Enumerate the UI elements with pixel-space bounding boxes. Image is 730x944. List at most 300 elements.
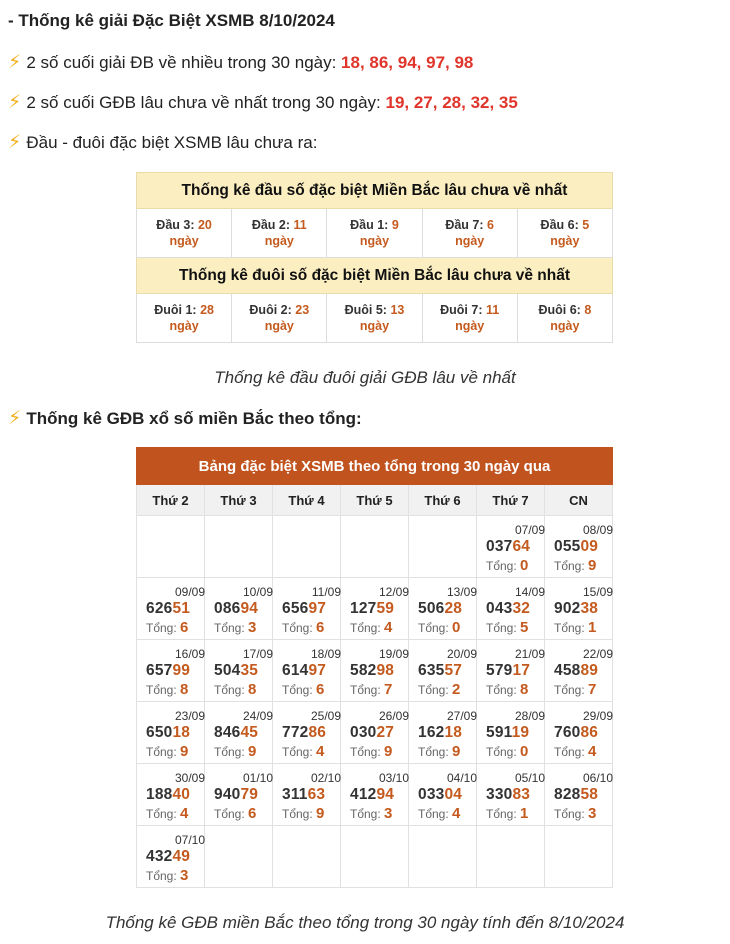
result-number-tail: 04 (444, 786, 463, 803)
result-cell (273, 640, 341, 702)
result-date: 08/09 (582, 523, 613, 537)
stat-cell-label: Đuôi 2: (249, 303, 292, 317)
result-sum-label: Tổng: (418, 745, 449, 759)
result-cell-content (341, 578, 408, 640)
result-sum-value: 9 (452, 743, 461, 760)
result-number (554, 662, 598, 680)
result-sum-value: 8 (520, 681, 529, 698)
result-cell-content (273, 764, 340, 826)
result-number (282, 662, 326, 680)
sum-table-body (137, 516, 613, 888)
result-number-tail: 35 (240, 662, 259, 679)
result-sum-label: Tổng: (146, 621, 177, 635)
stat-label: 2 số cuối giải ĐB về nhiều trong 30 ngày: (26, 53, 342, 72)
result-number (214, 786, 258, 804)
result-sum-value: 4 (180, 805, 189, 822)
result-sum (214, 743, 256, 760)
result-sum-label: Tổng: (146, 869, 177, 883)
stat-cell-label: Đầu 6: (540, 218, 579, 232)
result-number-tail: 28 (444, 600, 463, 617)
result-cell-content (205, 764, 272, 826)
result-sum (282, 743, 324, 760)
stat-cell-label: Đầu 3: (156, 218, 195, 232)
result-cell (545, 516, 613, 578)
result-sum-value: 4 (452, 805, 461, 822)
stat-cell-days: 28 (200, 303, 214, 317)
result-sum-value: 6 (248, 805, 257, 822)
result-number (486, 786, 530, 804)
result-number (214, 600, 258, 618)
result-sum-label: Tổng: (146, 745, 177, 759)
result-number (214, 724, 258, 742)
result-cell-content (205, 702, 272, 764)
result-number-tail: 86 (580, 724, 599, 741)
result-sum (486, 681, 528, 698)
result-sum (554, 681, 596, 698)
result-number-tail: 51 (172, 600, 191, 617)
stat-cell-unit: ngày (359, 234, 390, 248)
result-date: 20/09 (446, 647, 477, 661)
result-cell (205, 578, 273, 640)
weekday-header: Thứ 2 (137, 485, 205, 516)
result-sum-label: Tổng: (418, 683, 449, 697)
result-number (554, 600, 598, 618)
empty-cell (341, 516, 409, 578)
result-sum-value: 9 (588, 557, 597, 574)
result-sum-label: Tổng: (418, 807, 449, 821)
result-sum-label: Tổng: (282, 807, 313, 821)
result-date: 03/10 (378, 771, 409, 785)
result-date: 22/09 (582, 647, 613, 661)
result-sum-label: Tổng: (214, 683, 245, 697)
result-sum (282, 805, 324, 822)
result-number-head: 432 (146, 848, 173, 865)
result-cell-content (545, 516, 612, 578)
result-date: 27/09 (446, 709, 477, 723)
result-sum-value: 0 (520, 743, 529, 760)
head-table-title: Thống kê đầu số đặc biệt Miền Bắc lâu chưa về nhất (137, 173, 613, 209)
result-number (146, 786, 190, 804)
weekday-header: Thứ 5 (341, 485, 409, 516)
result-sum-label: Tổng: (554, 683, 585, 697)
result-number-head: 626 (146, 600, 173, 617)
result-number-head: 030 (350, 724, 377, 741)
stat-cell-label: Đầu 1: (350, 218, 389, 232)
result-cell (137, 826, 205, 888)
result-cell-content (137, 826, 204, 888)
result-cell-content (409, 578, 476, 640)
result-number-tail: 59 (376, 600, 395, 617)
sum-table-title: Bảng đặc biệt XSMB theo tổng trong 30 ngày qua (137, 448, 613, 485)
result-number-head: 635 (418, 662, 445, 679)
result-date: 05/10 (514, 771, 545, 785)
result-cell-content (477, 578, 544, 640)
result-sum-value: 4 (588, 743, 597, 760)
empty-cell (409, 516, 477, 578)
result-date: 07/10 (174, 833, 205, 847)
result-sum (350, 681, 392, 698)
result-number-tail: 64 (512, 538, 531, 555)
result-number-tail: 98 (376, 662, 395, 679)
result-sum-label: Tổng: (214, 621, 245, 635)
empty-cell (409, 826, 477, 888)
result-cell-content (409, 640, 476, 702)
result-number-tail: 97 (308, 600, 327, 617)
result-cell-content (545, 764, 612, 826)
stat-cell-unit: ngày (264, 319, 294, 333)
weekday-header: Thứ 7 (477, 485, 545, 516)
result-sum-value: 3 (248, 619, 257, 636)
result-cell (137, 640, 205, 702)
result-number-tail: 94 (240, 600, 259, 617)
result-sum (214, 805, 256, 822)
result-number (282, 724, 326, 742)
result-number-head: 579 (486, 662, 513, 679)
head-stat-cell (137, 209, 232, 258)
stat-cell-unit: ngày (264, 234, 294, 248)
result-cell (409, 764, 477, 826)
result-cell (341, 764, 409, 826)
lightning-icon: ⚡ (8, 92, 22, 113)
tail-stat-cell (327, 294, 422, 343)
result-sum (554, 619, 596, 636)
result-sum (486, 619, 528, 636)
weekday-header-row (137, 485, 613, 516)
result-date: 16/09 (174, 647, 205, 661)
result-sum-value: 2 (452, 681, 461, 698)
result-sum-label: Tổng: (350, 621, 381, 635)
result-number (486, 600, 530, 618)
result-date: 18/09 (310, 647, 341, 661)
result-date: 26/09 (378, 709, 409, 723)
result-number (418, 786, 462, 804)
result-sum (146, 805, 188, 822)
result-date: 23/09 (174, 709, 205, 723)
result-cell-content (137, 640, 204, 702)
result-sum (214, 619, 256, 636)
result-date: 02/10 (310, 771, 341, 785)
result-sum (486, 743, 528, 760)
result-date: 17/09 (242, 647, 273, 661)
result-sum-value: 7 (384, 681, 393, 698)
result-sum-value: 7 (588, 681, 597, 698)
result-number-head: 940 (214, 786, 241, 803)
result-cell (137, 578, 205, 640)
result-number-head: 828 (554, 786, 581, 803)
result-number-tail: 97 (308, 662, 327, 679)
empty-cell (545, 826, 613, 888)
result-cell (545, 640, 613, 702)
stat-cell-days: 23 (295, 303, 310, 317)
result-sum-label: Tổng: (350, 745, 381, 759)
result-sum (554, 743, 596, 760)
result-number-head: 311 (282, 786, 308, 803)
result-sum-label: Tổng: (486, 807, 517, 821)
result-sum-label: Tổng: (486, 621, 517, 635)
stat-cell-days: 8 (584, 303, 592, 317)
result-cell (205, 640, 273, 702)
result-sum (214, 681, 256, 698)
result-sum-value: 6 (316, 619, 325, 636)
result-sum-value: 1 (588, 619, 597, 636)
result-cell-content (341, 640, 408, 702)
result-cell-content (409, 764, 476, 826)
result-number-tail: 79 (240, 786, 259, 803)
result-cell (341, 640, 409, 702)
caption-sum: Thống kê GĐB miền Bắc theo tổng trong 30 ngày tính đến 8/10/2024 (105, 913, 625, 932)
result-number-head: 086 (214, 600, 241, 617)
caption-head-tail: Thống kê đầu đuôi giải GĐB lâu về nhất (214, 368, 516, 387)
result-cell-content (477, 640, 544, 702)
stat-cell-days: 11 (293, 218, 307, 232)
result-number-tail: 32 (512, 600, 531, 617)
empty-cell (477, 826, 545, 888)
head-stat-cell (232, 209, 327, 258)
lightning-icon: ⚡ (8, 408, 22, 429)
result-number-head: 055 (554, 538, 581, 555)
result-sum (282, 681, 324, 698)
empty-cell (137, 516, 205, 578)
stat-cell-unit: ngày (169, 234, 199, 248)
result-cell (341, 702, 409, 764)
result-number-head: 033 (418, 786, 445, 803)
result-number-tail: 40 (172, 786, 191, 803)
result-cell-content (477, 702, 544, 764)
weekday-header: Thứ 6 (409, 485, 477, 516)
result-number-head: 657 (146, 662, 173, 679)
result-cell (137, 764, 205, 826)
result-number (146, 662, 190, 680)
result-sum-value: 8 (248, 681, 257, 698)
result-cell-content (341, 702, 408, 764)
result-number (282, 600, 326, 618)
result-number-head: 846 (214, 724, 241, 741)
result-sum (146, 743, 188, 760)
result-sum-value: 4 (384, 619, 393, 636)
result-sum-value: 8 (180, 681, 189, 698)
result-sum-label: Tổng: (350, 683, 381, 697)
result-cell (409, 640, 477, 702)
stat-cell-label: Đuôi 7: (440, 303, 483, 317)
result-date: 28/09 (514, 709, 545, 723)
weekday-header: CN (545, 485, 613, 516)
result-number-head: 043 (486, 600, 513, 617)
result-number-tail: 94 (376, 786, 395, 803)
head-stat-cell (327, 209, 422, 258)
stat-label: 2 số cuối GĐB lâu chưa về nhất trong 30 ngày: (26, 93, 386, 112)
result-cell-content (137, 578, 204, 640)
result-number-head: 591 (486, 724, 512, 741)
empty-cell (273, 826, 341, 888)
result-cell (545, 578, 613, 640)
table-row (137, 702, 613, 764)
table-row (137, 826, 613, 888)
stat-frequent-tails (8, 51, 473, 74)
result-cell (545, 702, 613, 764)
result-number-tail: 38 (580, 600, 599, 617)
result-number-tail: 99 (172, 662, 191, 679)
result-number (146, 724, 190, 742)
tail-stat-cell (517, 294, 612, 343)
tail-table-title: Thống kê đuôi số đặc biệt Miền Bắc lâu chưa về nhất (137, 258, 613, 294)
result-sum-value: 0 (520, 557, 529, 574)
tails-row (137, 294, 613, 343)
stat-cell-unit: ngày (359, 319, 390, 333)
result-cell-content (341, 764, 408, 826)
result-sum-value: 6 (316, 681, 325, 698)
result-cell-content (477, 764, 544, 826)
result-number (350, 786, 394, 804)
result-sum-value: 3 (180, 867, 189, 884)
stat-cell-label: Đầu 7: (445, 218, 484, 232)
table-row (137, 640, 613, 702)
result-number-tail: 89 (580, 662, 599, 679)
result-cell-content (273, 702, 340, 764)
result-cell-content (545, 702, 612, 764)
result-date: 11/09 (311, 585, 341, 599)
result-number-head: 330 (486, 786, 513, 803)
result-number-head: 127 (350, 600, 377, 617)
stat-cell-label: Đuôi 1: (154, 303, 197, 317)
result-sum (418, 681, 460, 698)
result-date: 09/09 (174, 585, 205, 599)
result-sum-label: Tổng: (554, 621, 585, 635)
result-sum-value: 6 (180, 619, 189, 636)
result-cell (273, 702, 341, 764)
result-number-head: 458 (554, 662, 581, 679)
result-sum (418, 619, 460, 636)
result-sum-label: Tổng: (214, 745, 245, 759)
result-cell-content (545, 578, 612, 640)
stat-cell-unit: ngày (455, 234, 485, 248)
result-date: 12/09 (378, 585, 409, 599)
result-date: 07/09 (514, 523, 545, 537)
result-number-head: 650 (146, 724, 173, 741)
result-number (486, 724, 529, 742)
result-sum-value: 9 (180, 743, 189, 760)
result-number (350, 662, 394, 680)
result-sum-label: Tổng: (554, 559, 585, 573)
result-sum (418, 805, 460, 822)
result-cell-content (137, 702, 204, 764)
stat-cell-label: Đuôi 5: (344, 303, 387, 317)
result-cell-content (137, 764, 204, 826)
stat-cell-days: 5 (582, 218, 590, 232)
page-heading: - Thống kê giải Đặc Biệt XSMB 8/10/2024 (8, 11, 335, 30)
result-cell (409, 578, 477, 640)
result-cell (477, 764, 545, 826)
result-number-head: 582 (350, 662, 377, 679)
result-sum-value: 3 (384, 805, 393, 822)
tail-stat-cell (232, 294, 327, 343)
result-date: 04/10 (446, 771, 477, 785)
result-sum-value: 5 (520, 619, 529, 636)
result-number (554, 538, 598, 556)
result-date: 01/10 (242, 771, 273, 785)
head-stat-cell (422, 209, 517, 258)
result-cell (273, 764, 341, 826)
stat-missing-tails (8, 91, 518, 114)
result-number (350, 600, 394, 618)
sum-table (136, 447, 613, 888)
result-number-tail: 83 (512, 786, 531, 803)
result-cell-content (205, 640, 272, 702)
result-cell (477, 640, 545, 702)
result-sum (146, 619, 188, 636)
result-number-tail: 63 (307, 786, 326, 803)
result-cell-content (545, 640, 612, 702)
result-cell-content (273, 578, 340, 640)
result-number (554, 786, 598, 804)
stat-cell-days: 6 (487, 218, 494, 232)
section-title-text: Thống kê GĐB xổ số miền Bắc theo tổng: (26, 409, 362, 428)
result-cell (205, 702, 273, 764)
table-row (137, 578, 613, 640)
stat-value: 18, 86, 94, 97, 98 (341, 53, 474, 72)
result-number-tail: 45 (240, 724, 259, 741)
result-number-tail: 57 (444, 662, 463, 679)
result-number (418, 600, 462, 618)
stat-cell-unit: ngày (169, 319, 199, 333)
result-number (486, 538, 530, 556)
result-date: 15/09 (582, 585, 613, 599)
table-row (137, 516, 613, 578)
stat-cell-label: Đầu 2: (251, 218, 291, 232)
result-sum-label: Tổng: (486, 559, 517, 573)
result-cell (273, 578, 341, 640)
result-number-head: 656 (282, 600, 309, 617)
stat-cell-unit: ngày (550, 319, 580, 333)
result-sum-value: 9 (248, 743, 257, 760)
result-number (214, 662, 258, 680)
result-number-head: 188 (146, 786, 173, 803)
result-number-head: 902 (554, 600, 581, 617)
result-sum-value: 9 (384, 743, 393, 760)
result-cell-content (409, 702, 476, 764)
weekday-header: Thứ 3 (205, 485, 273, 516)
result-number-tail: 86 (308, 724, 327, 741)
result-sum-label: Tổng: (146, 807, 177, 821)
result-sum-label: Tổng: (418, 621, 449, 635)
result-cell-content (273, 640, 340, 702)
result-number (418, 662, 462, 680)
result-sum-label: Tổng: (282, 683, 313, 697)
empty-cell (273, 516, 341, 578)
stat-cell-days: 13 (390, 303, 405, 317)
result-number (418, 724, 462, 742)
result-sum (418, 743, 460, 760)
result-number-head: 504 (214, 662, 241, 679)
result-sum-label: Tổng: (554, 745, 585, 759)
empty-cell (205, 516, 273, 578)
stat-head-tail-intro (8, 131, 317, 154)
head-tail-table (136, 172, 613, 343)
result-sum-value: 0 (452, 619, 461, 636)
heads-row (137, 209, 613, 258)
result-cell (477, 578, 545, 640)
result-sum-label: Tổng: (282, 621, 313, 635)
result-sum-label: Tổng: (214, 807, 245, 821)
section-sum-title (8, 407, 362, 430)
result-sum-value: 3 (588, 805, 597, 822)
result-sum-label: Tổng: (350, 807, 381, 821)
result-sum (146, 681, 188, 698)
result-number-head: 037 (486, 538, 513, 555)
result-sum (554, 557, 596, 574)
result-date: 13/09 (446, 585, 477, 599)
stat-cell-unit: ngày (550, 234, 580, 248)
result-number-tail: 27 (376, 724, 395, 741)
